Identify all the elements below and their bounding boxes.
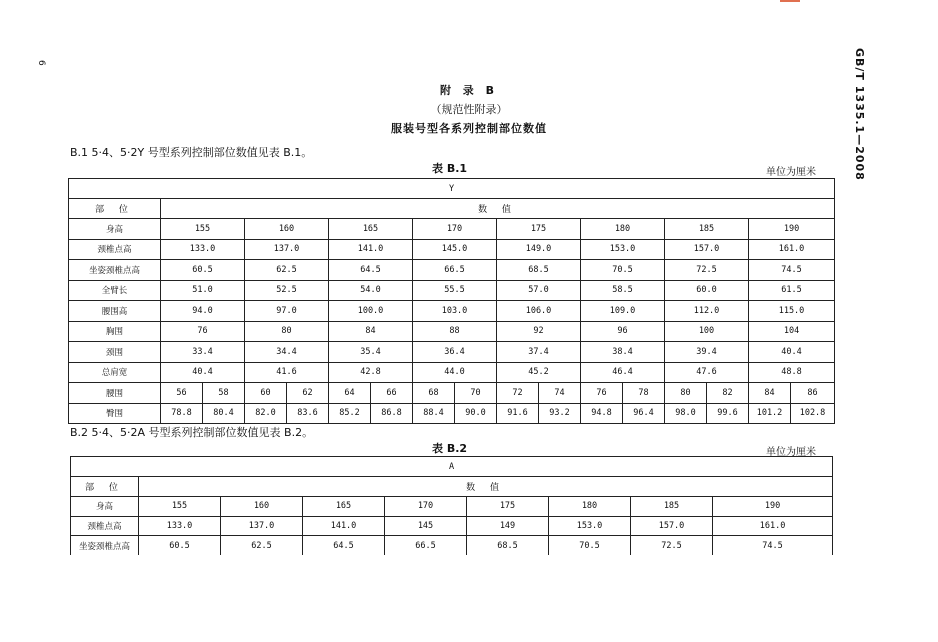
value-cell: 37.4 [497, 342, 581, 363]
table-b1-row-neck [69, 342, 835, 363]
value-cell: 52.5 [245, 280, 329, 301]
row-label: 坐姿颈椎点高 [71, 536, 139, 556]
value-cell: 94.0 [161, 301, 245, 322]
value-cell: 86 [791, 383, 835, 404]
value-cell: 185 [631, 497, 713, 517]
value-cell: 44.0 [413, 362, 497, 383]
value-cell: 72.5 [665, 260, 749, 281]
table-b1-row-arm-length [69, 280, 835, 301]
row-label: 颈椎点高 [71, 516, 139, 536]
table-b1-row-waist [69, 383, 835, 404]
value-cell: 68.5 [467, 536, 549, 556]
value-cell: 84 [749, 383, 791, 404]
value-cell: 46.4 [581, 362, 665, 383]
value-cell: 78.8 [161, 403, 203, 424]
table-b1-row-waist-height [69, 301, 835, 322]
table-b2-caption: 表 B.2 [432, 442, 468, 455]
value-cell: 103.0 [413, 301, 497, 322]
table-b1-unit: 单位为厘米 [766, 167, 816, 178]
value-cell: 48.8 [749, 362, 835, 383]
value-cell: 68 [413, 383, 455, 404]
table-b2-unit: 单位为厘米 [766, 447, 816, 458]
value-header: 数 值 [139, 477, 833, 497]
value-cell: 78 [623, 383, 665, 404]
section-b1-text: B.1 5·4、5·2Y 号型系列控制部位数值见表 B.1。 [70, 146, 313, 159]
row-label: 腰围高 [69, 301, 161, 322]
row-label: 颈围 [69, 342, 161, 363]
section-b2-text: B.2 5·4、5·2A 号型系列控制部位数值见表 B.2。 [70, 426, 314, 439]
standard-code: GB/T 1335.1—2008 [853, 48, 866, 181]
value-cell: 34.4 [245, 342, 329, 363]
value-cell: 74.5 [749, 260, 835, 281]
value-cell: 80 [245, 321, 329, 342]
value-cell: 98.0 [665, 403, 707, 424]
value-cell: 157.0 [665, 239, 749, 260]
value-header: 数 值 [161, 199, 835, 219]
value-cell: 141.0 [329, 239, 413, 260]
appendix-title: 附 录 B [439, 84, 499, 97]
row-label: 全臂长 [69, 280, 161, 301]
value-cell: 60 [245, 383, 287, 404]
value-cell: 84 [329, 321, 413, 342]
value-cell: 94.8 [581, 403, 623, 424]
value-cell: 160 [221, 497, 303, 517]
value-cell: 141.0 [303, 516, 385, 536]
value-cell: 155 [161, 219, 245, 240]
table-b1-header-row [69, 199, 835, 219]
row-label: 臀围 [69, 403, 161, 424]
value-cell: 165 [329, 219, 413, 240]
value-cell: 82.0 [245, 403, 287, 424]
value-cell: 106.0 [497, 301, 581, 322]
value-cell: 101.2 [749, 403, 791, 424]
table-b1-row-hip [69, 403, 835, 424]
value-cell: 66.5 [413, 260, 497, 281]
row-label: 身高 [69, 219, 161, 240]
value-cell: 97.0 [245, 301, 329, 322]
value-cell: 137.0 [221, 516, 303, 536]
value-cell: 40.4 [749, 342, 835, 363]
table-b1-row-shoulder [69, 362, 835, 383]
value-cell: 91.6 [497, 403, 539, 424]
value-cell: 41.6 [245, 362, 329, 383]
value-cell: 104 [749, 321, 835, 342]
value-cell: 72.5 [631, 536, 713, 556]
value-cell: 47.6 [665, 362, 749, 383]
value-cell: 96.4 [623, 403, 665, 424]
value-cell: 99.6 [707, 403, 749, 424]
value-cell: 153.0 [549, 516, 631, 536]
value-cell: 54.0 [329, 280, 413, 301]
value-cell: 80.4 [203, 403, 245, 424]
value-cell: 35.4 [329, 342, 413, 363]
value-cell: 51.0 [161, 280, 245, 301]
value-cell: 161.0 [749, 239, 835, 260]
row-label: 身高 [71, 497, 139, 517]
value-cell: 190 [749, 219, 835, 240]
value-cell: 170 [413, 219, 497, 240]
value-cell: 74 [539, 383, 581, 404]
value-cell: 33.4 [161, 342, 245, 363]
value-cell: 74.5 [713, 536, 833, 556]
value-cell: 64 [329, 383, 371, 404]
value-cell: 45.2 [497, 362, 581, 383]
table-b1 [68, 178, 835, 424]
table-b1-row-chest [69, 321, 835, 342]
value-cell: 175 [497, 219, 581, 240]
value-cell: 100 [665, 321, 749, 342]
page-corner-mark [780, 0, 800, 2]
value-cell: 62 [287, 383, 329, 404]
value-cell: 100.0 [329, 301, 413, 322]
value-cell: 58.5 [581, 280, 665, 301]
value-cell: 38.4 [581, 342, 665, 363]
value-cell: 57.0 [497, 280, 581, 301]
value-cell: 66.5 [385, 536, 467, 556]
appendix-subtitle: （规范性附录） [430, 103, 508, 116]
value-cell: 157.0 [631, 516, 713, 536]
value-cell: 72 [497, 383, 539, 404]
value-cell: 145 [385, 516, 467, 536]
value-cell: 180 [549, 497, 631, 517]
value-cell: 86.8 [371, 403, 413, 424]
value-cell: 76 [581, 383, 623, 404]
value-cell: 40.4 [161, 362, 245, 383]
table-b1-row-neck-point-height [69, 239, 835, 260]
value-cell: 56 [161, 383, 203, 404]
table-b2-type-row [71, 457, 833, 477]
table-b2-type: A [71, 457, 833, 477]
value-cell: 137.0 [245, 239, 329, 260]
value-cell: 62.5 [245, 260, 329, 281]
value-cell: 133.0 [139, 516, 221, 536]
value-cell: 88.4 [413, 403, 455, 424]
row-label: 坐姿颈椎点高 [69, 260, 161, 281]
value-cell: 145.0 [413, 239, 497, 260]
table-b1-type: Y [69, 179, 835, 199]
value-cell: 70.5 [581, 260, 665, 281]
row-label: 总肩宽 [69, 362, 161, 383]
table-b1-row-height [69, 219, 835, 240]
value-cell: 160 [245, 219, 329, 240]
value-cell: 83.6 [287, 403, 329, 424]
value-cell: 82 [707, 383, 749, 404]
row-label: 颈椎点高 [69, 239, 161, 260]
value-cell: 76 [161, 321, 245, 342]
value-cell: 190 [713, 497, 833, 517]
value-cell: 60.5 [139, 536, 221, 556]
table-b2-row-seated-neck-point-height [71, 536, 833, 556]
appendix-heading: 服装号型各系列控制部位数值 [391, 122, 547, 135]
value-cell: 62.5 [221, 536, 303, 556]
value-cell: 61.5 [749, 280, 835, 301]
value-cell: 64.5 [303, 536, 385, 556]
value-cell: 115.0 [749, 301, 835, 322]
table-b1-caption: 表 B.1 [432, 162, 468, 175]
value-cell: 153.0 [581, 239, 665, 260]
value-cell: 70.5 [549, 536, 631, 556]
value-cell: 149 [467, 516, 549, 536]
value-cell: 64.5 [329, 260, 413, 281]
table-b1-row-seated-neck-point-height [69, 260, 835, 281]
value-cell: 175 [467, 497, 549, 517]
row-label: 胸围 [69, 321, 161, 342]
value-cell: 88 [413, 321, 497, 342]
table-b2 [70, 456, 833, 555]
value-cell: 180 [581, 219, 665, 240]
part-header: 部 位 [71, 477, 139, 497]
value-cell: 155 [139, 497, 221, 517]
value-cell: 112.0 [665, 301, 749, 322]
page-number: 6 [36, 60, 46, 66]
table-b1-type-row [69, 179, 835, 199]
value-cell: 70 [455, 383, 497, 404]
value-cell: 170 [385, 497, 467, 517]
value-cell: 109.0 [581, 301, 665, 322]
part-header: 部 位 [69, 199, 161, 219]
value-cell: 90.0 [455, 403, 497, 424]
value-cell: 165 [303, 497, 385, 517]
value-cell: 161.0 [713, 516, 833, 536]
value-cell: 102.8 [791, 403, 835, 424]
value-cell: 68.5 [497, 260, 581, 281]
value-cell: 66 [371, 383, 413, 404]
value-cell: 149.0 [497, 239, 581, 260]
value-cell: 93.2 [539, 403, 581, 424]
value-cell: 42.8 [329, 362, 413, 383]
value-cell: 36.4 [413, 342, 497, 363]
value-cell: 85.2 [329, 403, 371, 424]
row-label: 腰围 [69, 383, 161, 404]
value-cell: 92 [497, 321, 581, 342]
table-b2-row-height [71, 497, 833, 517]
value-cell: 39.4 [665, 342, 749, 363]
table-b2-row-neck-point-height [71, 516, 833, 536]
value-cell: 80 [665, 383, 707, 404]
value-cell: 60.5 [161, 260, 245, 281]
table-b2-header-row [71, 477, 833, 497]
value-cell: 133.0 [161, 239, 245, 260]
value-cell: 96 [581, 321, 665, 342]
value-cell: 58 [203, 383, 245, 404]
value-cell: 185 [665, 219, 749, 240]
value-cell: 60.0 [665, 280, 749, 301]
value-cell: 55.5 [413, 280, 497, 301]
